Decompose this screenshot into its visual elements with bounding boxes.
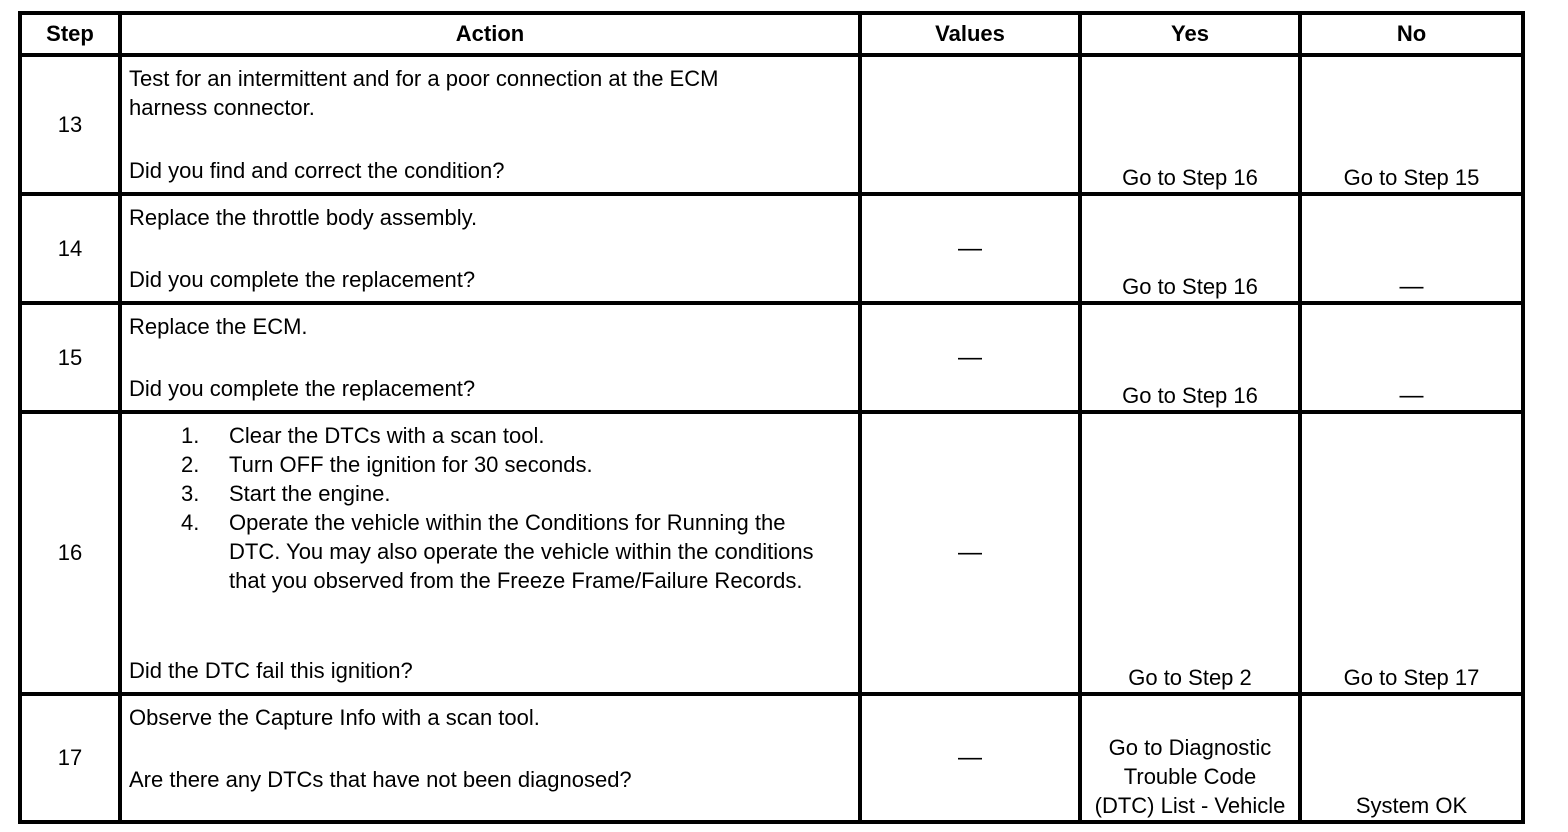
action-question: Did you complete the replacement? — [129, 376, 476, 401]
substep-text: Turn OFF the ignition for 30 seconds. — [229, 452, 593, 477]
substep-number: 4. — [181, 510, 200, 535]
yes-cell: Go to Step 16 — [1080, 194, 1300, 303]
yes-cell: Go to Step 2 — [1080, 412, 1300, 694]
list-item — [129, 508, 828, 595]
yes-cell: Go to Step 16 — [1080, 303, 1300, 412]
list-item — [129, 450, 828, 479]
substep-number: 2. — [181, 452, 200, 477]
step-number: 14 — [20, 194, 120, 303]
substep-text: Start the engine. — [229, 481, 391, 506]
action-text: Replace the throttle body assembly. — [129, 205, 478, 230]
list-item — [129, 421, 828, 450]
action-text: Replace the ECM. — [129, 314, 308, 339]
yes-cell: Go to Diagnostic Trouble Code (DTC) List - Vehicle — [1080, 694, 1300, 822]
action-question: Did the DTC fail this ignition? — [129, 658, 413, 683]
step-number: 17 — [20, 694, 120, 822]
action-cell — [120, 694, 860, 822]
substep-text: Clear the DTCs with a scan tool. — [229, 423, 545, 448]
substep-text: Operate the vehicle within the Conditions for Running the DTC. You may also operate the vehicle within the conditions that you observed from the Freeze Frame/Failure Records. — [229, 510, 814, 593]
table-row — [20, 194, 1523, 303]
values-cell — [860, 55, 1080, 194]
no-cell: — — [1300, 194, 1523, 303]
action-cell — [120, 412, 860, 694]
no-cell: Go to Step 17 — [1300, 412, 1523, 694]
yes-cell: Go to Step 16 — [1080, 55, 1300, 194]
values-cell: — — [860, 194, 1080, 303]
no-cell: — — [1300, 303, 1523, 412]
step-number: 16 — [20, 412, 120, 694]
table-row — [20, 55, 1523, 194]
list-item — [129, 479, 828, 508]
header-step: Step — [20, 13, 120, 55]
header-values: Values — [860, 13, 1080, 55]
values-cell: — — [860, 412, 1080, 694]
header-row — [20, 13, 1523, 55]
table-row — [20, 303, 1523, 412]
diagnostic-table — [18, 11, 1525, 824]
action-cell — [120, 194, 860, 303]
substep-number: 1. — [181, 423, 200, 448]
action-question: Did you find and correct the condition? — [129, 158, 505, 183]
substep-list — [129, 421, 828, 595]
values-cell: — — [860, 694, 1080, 822]
step-number: 13 — [20, 55, 120, 194]
no-cell: Go to Step 15 — [1300, 55, 1523, 194]
action-question: Did you complete the replacement? — [129, 267, 476, 292]
header-no: No — [1300, 13, 1523, 55]
step-number: 15 — [20, 303, 120, 412]
header-action: Action — [120, 13, 860, 55]
substep-number: 3. — [181, 481, 200, 506]
action-text: Test for an intermittent and for a poor connection at the ECM harness connector. — [129, 66, 719, 120]
table-row — [20, 412, 1523, 694]
header-yes: Yes — [1080, 13, 1300, 55]
table-row — [20, 694, 1523, 822]
action-text: Observe the Capture Info with a scan tool. — [129, 705, 540, 730]
no-cell: System OK — [1300, 694, 1523, 822]
action-cell — [120, 55, 860, 194]
values-cell: — — [860, 303, 1080, 412]
action-cell — [120, 303, 860, 412]
action-question: Are there any DTCs that have not been diagnosed? — [129, 767, 632, 792]
